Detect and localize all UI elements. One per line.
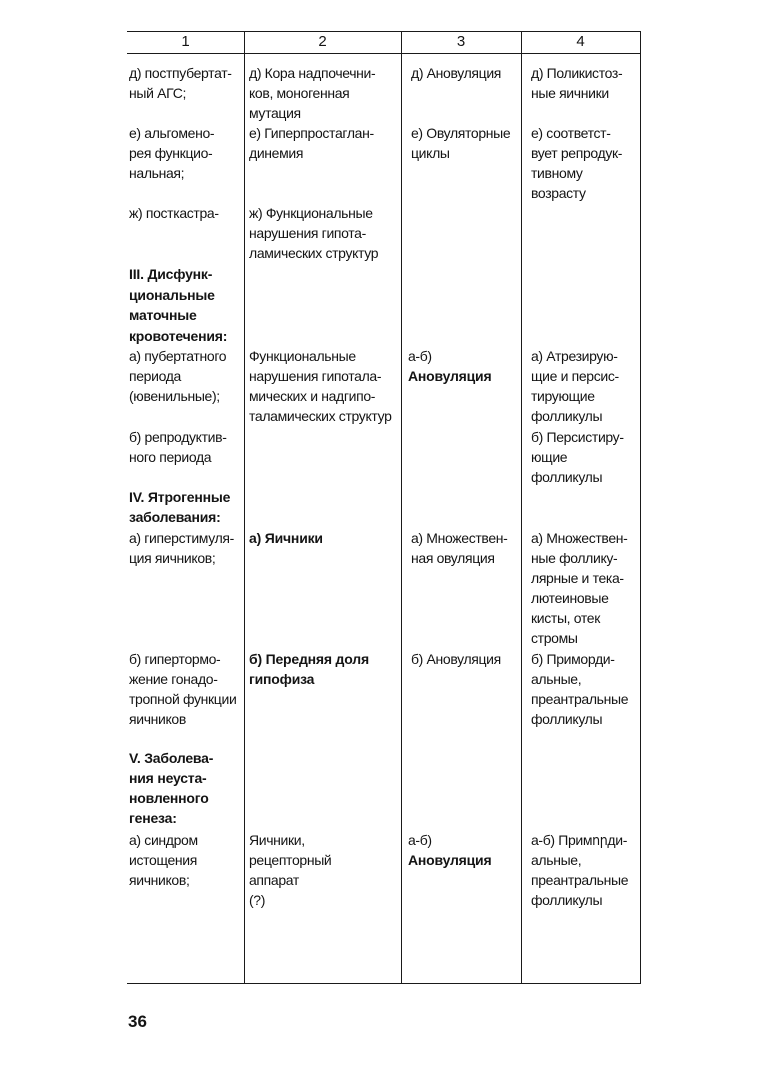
table-top-border (127, 31, 641, 32)
table-cell (408, 830, 518, 870)
table-cell: д) Поликистоз- ные яичники (531, 65, 623, 101)
table-cell (408, 346, 518, 386)
table-cell: б) репродуктив- ного периода (129, 429, 227, 465)
table-cell: а) пубертатного периода (ювенильные); (129, 348, 227, 404)
table-cell: ж) посткастра- (129, 205, 219, 221)
table-cell: Яичники, рецепторный аппарат (?) (249, 832, 332, 908)
column-divider-3 (521, 31, 522, 984)
column-header-3: 3 (456, 33, 466, 50)
section-heading: V. Заболева- ния неуста- новленного генеза: (129, 750, 214, 826)
section-heading: IV. Ятрогенные заболевания: (129, 489, 231, 525)
table-header-border (127, 53, 641, 54)
table-cell: а-б) Примորди- альные, преантральные фолликулы (531, 832, 629, 908)
table-cell: ж) Функциональные нарушения гипота- ламических структур (249, 205, 379, 261)
table-cell: б) Приморди- альные, преантральные фолликулы (531, 651, 629, 727)
column-header-2: 2 (318, 33, 327, 50)
table-cell: е) соответст- вует репродук- тивному возрасту (531, 125, 623, 201)
section-heading: III. Дисфунк- циональные маточные кровотечения: (129, 266, 228, 344)
table-cell: е) Овуляторные циклы (411, 125, 511, 161)
table-cell: б) гипертормо- жение гонадо- тропной функции яичников (129, 651, 237, 727)
table-cell: д) постпубертат- ный АГС; (129, 65, 232, 101)
table-cell: а) Яичники (249, 530, 323, 546)
column-divider-2 (401, 31, 402, 984)
table-cell: е) альгомено- рея функцио- нальная; (129, 125, 215, 181)
page-number: 36 (128, 1012, 147, 1031)
table-cell: а) синдром истощения яичников; (129, 832, 198, 888)
table-cell: а) Множествен- ные фоллику- лярные и тека- лютеиновые кисты, отек стромы (531, 530, 628, 646)
range-prefix: а-б) (408, 348, 432, 364)
table-cell: д) Ановуляция (411, 65, 502, 81)
table-cell: б) Персистиру- ющие фолликулы (531, 429, 624, 485)
table-cell: б) Передняя доля гипофиза (249, 651, 369, 687)
table-cell: а) гиперстимуля- ция яичников; (129, 530, 234, 566)
table-cell: Функциональные нарушения гипотала- мических и надгипо- таламических структур (249, 348, 392, 424)
bold-term: Ановуляция (408, 852, 492, 868)
table-cell: е) Гиперпростаглан- динемия (249, 125, 374, 161)
range-prefix: а-б) (408, 832, 432, 848)
table-cell: д) Кора надпочечни- ков, моногенная мутация (249, 65, 376, 121)
bold-term: Ановуляция (408, 368, 492, 384)
column-header-1: 1 (181, 33, 190, 50)
table-right-border (640, 31, 641, 984)
table-bottom-border (127, 983, 641, 984)
column-header-4: 4 (576, 33, 585, 50)
table-cell: б) Ановуляция (411, 651, 501, 667)
column-divider-1 (244, 31, 245, 984)
table-cell: а) Множествен- ная овуляция (411, 530, 508, 566)
table-cell: а) Атрезирую- щие и персис- тирующие фолликулы (531, 348, 619, 424)
